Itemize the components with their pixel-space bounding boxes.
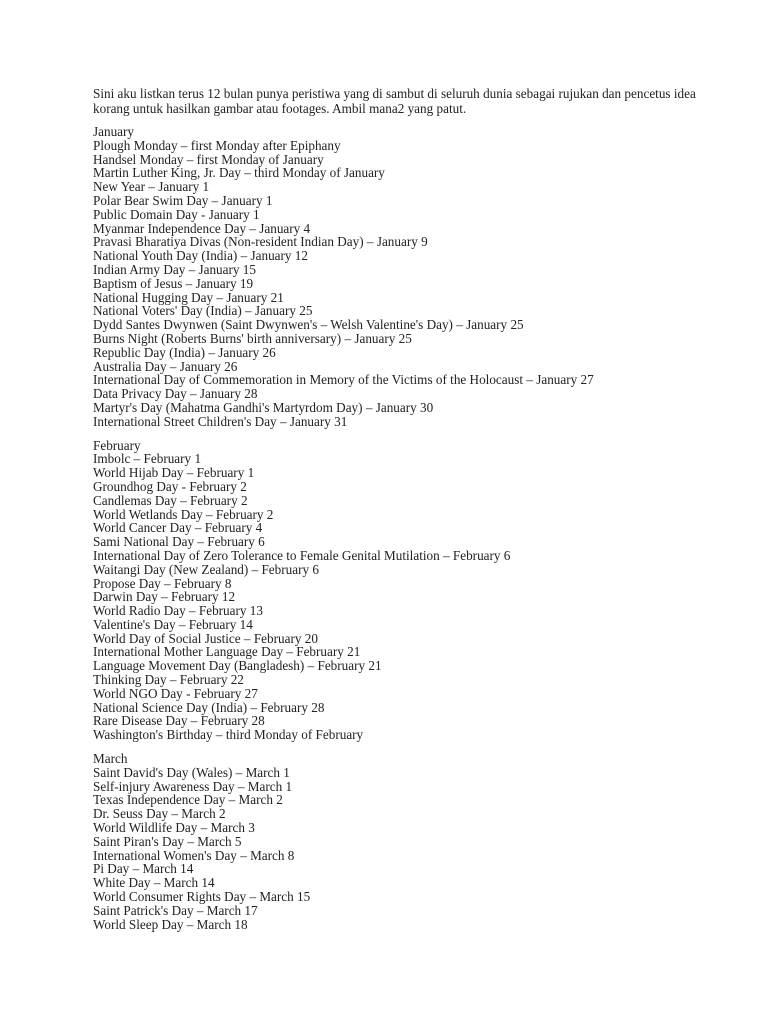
list-item: Australia Day – January 26 [93,358,238,374]
list-item: International Mother Language Day – February 21 [93,644,361,660]
list-item: Saint David's Day (Wales) – March 1 [93,764,290,780]
list-item: Burns Night (Roberts Burns' birth anniversary) – January 25 [93,330,412,346]
list-item: Plough Monday – first Monday after Epiphany [93,137,341,153]
list-item: World Wildlife Day – March 3 [93,820,255,836]
list-item: World Sleep Day – March 18 [93,916,248,932]
month-title: January [93,124,135,139]
list-item: Propose Day – February 8 [93,575,232,591]
list-item: National Hugging Day – January 21 [93,289,284,305]
list-item: White Day – March 14 [93,875,215,891]
list-item: Saint Piran's Day – March 5 [93,833,242,849]
list-item: Valentine's Day – February 14 [93,616,253,632]
list-item: Texas Independence Day – March 2 [93,792,283,808]
list-item: Dydd Santes Dwynwen (Saint Dwynwen's – Welsh Valentine's Day) – January 25 [93,317,524,333]
list-item: Public Domain Day - January 1 [93,206,260,222]
intro-paragraph: Sini aku listkan terus 12 bulan punya peristiwa yang di sambut di seluruh dunia sebagai rujukan dan pencetus idea korang untuk hasilkan gambar atau footages. Ambil mana2 yang patut. [93,86,696,116]
list-item: Candlemas Day – February 2 [93,492,248,508]
month-title: March [93,751,128,767]
list-item: Data Privacy Day – January 28 [93,386,258,402]
list-item: Self-injury Awareness Day – March 1 [93,778,293,794]
list-item: International Women's Day – March 8 [93,847,295,863]
list-item: Dr. Seuss Day – March 2 [93,806,226,822]
list-item: Martyr's Day (Mahatma Gandhi's Martyrdom Day) – January 30 [93,399,434,415]
list-item: International Day of Zero Tolerance to Female Genital Mutilation – February 6 [93,547,511,563]
list-item: Indian Army Day – January 15 [93,261,256,277]
list-item: Saint Patrick's Day – March 17 [93,902,258,918]
list-item: World Consumer Rights Day – March 15 [93,889,311,905]
list-item: National Voters' Day (India) – January 25 [93,303,313,319]
list-item: Myanmar Independence Day – January 4 [93,220,311,236]
document-page [93,86,733,941]
list-item: Sami National Day – February 6 [93,534,265,550]
list-item: International Street Children's Day – January 31 [93,413,348,429]
list-item: National Science Day (India) – February 28 [93,699,325,715]
list-item: Polar Bear Swim Day – January 1 [93,192,273,208]
list-item: World Wetlands Day – February 2 [93,506,274,522]
list-item: Imbolc – February 1 [93,451,202,467]
list-item: Language Movement Day (Bangladesh) – February 21 [93,658,382,674]
list-item: Thinking Day – February 22 [93,672,244,688]
month-section-february [93,439,733,743]
list-item: Waitangi Day (New Zealand) – February 6 [93,561,319,577]
list-item: World Hijab Day – February 1 [93,465,255,481]
list-item: Baptism of Jesus – January 19 [93,275,254,291]
list-item: New Year – January 1 [93,179,210,195]
month-section-march [93,752,733,931]
list-item: Rare Disease Day – February 28 [93,713,265,729]
months-list [93,125,733,931]
month-section-january [93,125,733,429]
list-item: World Day of Social Justice – February 20 [93,630,318,646]
list-item: Groundhog Day - February 2 [93,478,247,494]
month-items [93,139,733,429]
list-item: National Youth Day (India) – January 12 [93,248,308,264]
list-item: Republic Day (India) – January 26 [93,344,276,360]
month-items [93,766,733,932]
month-items [93,452,733,742]
list-item: Martin Luther King, Jr. Day – third Monday of January [93,165,385,181]
list-item: Handsel Monday – first Monday of January [93,151,324,167]
list-item: Pi Day – March 14 [93,861,194,877]
list-item: Darwin Day – February 12 [93,589,236,605]
list-item: Pravasi Bharatiya Divas (Non-resident Indian Day) – January 9 [93,234,428,250]
month-title: February [93,437,141,453]
list-item: World Cancer Day – February 4 [93,520,263,536]
list-item: International Day of Commemoration in Memory of the Victims of the Holocaust – January 27 [93,372,594,388]
list-item: Washington's Birthday – third Monday of February [93,727,364,743]
list-item: World Radio Day – February 13 [93,603,263,619]
list-item: World NGO Day - February 27 [93,685,258,701]
